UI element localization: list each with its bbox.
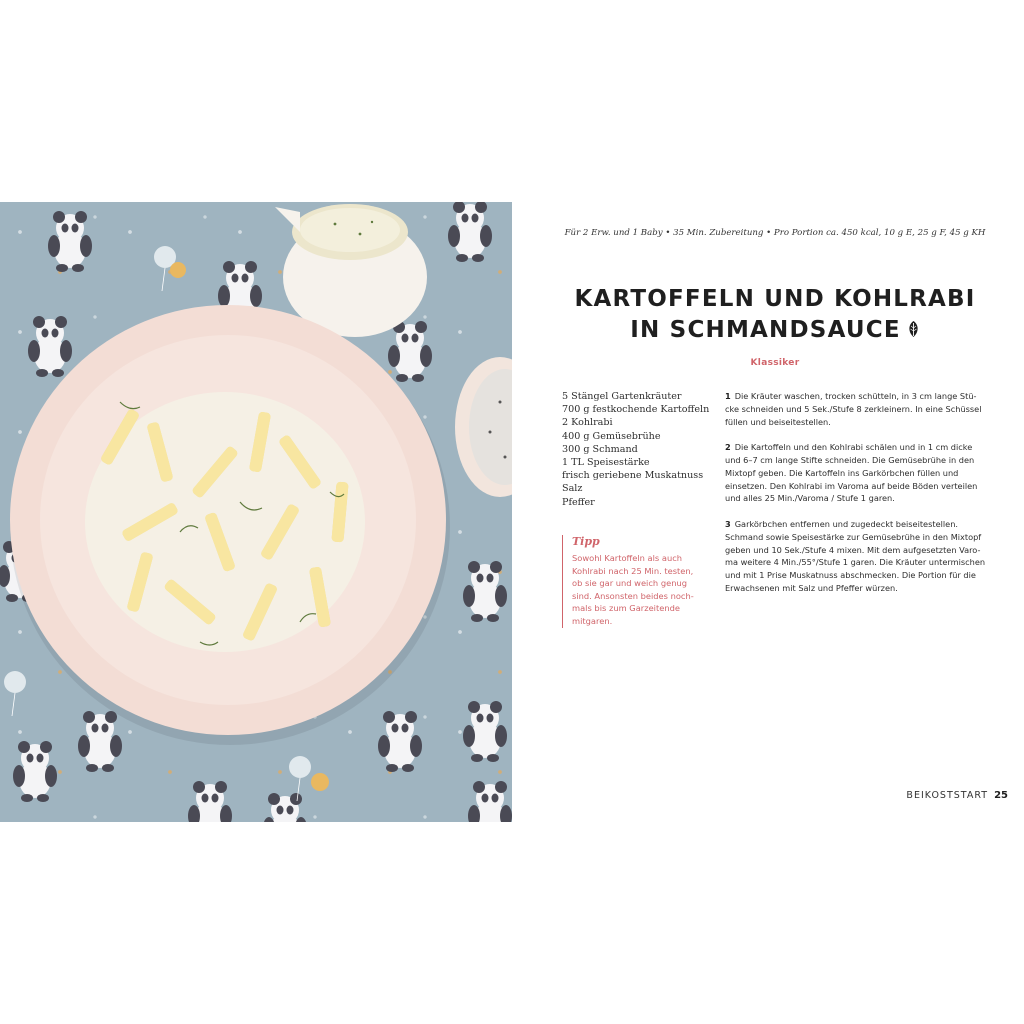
- ingredient-item: frisch geriebene Muskatnuss: [562, 470, 704, 482]
- step-text: geben und 10 Sek./Stufe 4 mixen. Mit dem aufgesetzten Varo-: [725, 544, 981, 555]
- step-text: ma weitere 4 Min./55°/Stufe 1 garen. Die Kräuter untermischen: [725, 557, 986, 568]
- page-footer: [906, 790, 1008, 801]
- step-text: Die Kartoffeln und den Kohlrabi schälen und in 1 cm dicke: [734, 442, 973, 453]
- tip-line: ob sie gar und weich genug: [572, 578, 687, 589]
- ingredient-item: 700 g festkochende Kartoffeln: [562, 404, 710, 416]
- step-2: [725, 441, 990, 505]
- step-line: [725, 518, 990, 531]
- step-1: [725, 390, 990, 428]
- recipe-meta: Für 2 Erw. und 1 Baby • 35 Min. Zubereitung • Pro Portion ca. 450 kcal, 10 g E, 25 g F, 45 g KH: [564, 228, 986, 238]
- tip-line: mals bis zum Garzeitende: [572, 603, 680, 614]
- page-number: 25: [994, 790, 1008, 801]
- tip-title: Tipp: [572, 535, 600, 548]
- ingredient-item: Salz: [562, 483, 583, 495]
- tip-box: [562, 535, 722, 628]
- tip-line: sind. Ansonsten beides noch-: [572, 590, 694, 601]
- step-line: [725, 390, 990, 403]
- step-text: Die Kräuter waschen, trocken schütteln, in 3 cm lange Stü-: [734, 391, 977, 401]
- recipe-category: Klassiker: [750, 358, 800, 368]
- step-text: Mixtopf geben. Die Kartoffeln ins Garkörbchen füllen und: [725, 467, 959, 478]
- ingredient-item: 1 TL Speisestärke: [562, 457, 650, 469]
- salt-bowl-icon: [455, 357, 512, 497]
- step-text: Schmand sowie Speisestärke zur Gemüsebrühe in den Mixtopf: [725, 531, 982, 542]
- recipe-title-line-1: KARTOFFELN UND KOHLRABI: [574, 286, 976, 312]
- step-3: [725, 518, 990, 595]
- ingredient-item: Pfeffer: [562, 496, 595, 508]
- recipe-title-line-2-text: IN SCHMANDSAUCE: [630, 317, 901, 343]
- step-text: Erwachsenen mit Salz und Pfeffer würzen.: [725, 582, 898, 593]
- recipe-title-line-2: [540, 315, 1010, 346]
- tip-line: Kohlrabi nach 25 Min. testen,: [572, 565, 694, 576]
- step-text: einsetzen. Den Kohlrabi im Varoma auf beide Böden verteilen: [725, 480, 978, 491]
- step-text: und alles 25 Min./Varoma / Stufe 1 garen.: [725, 493, 895, 504]
- ingredient-item: 2 Kohlrabi: [562, 417, 613, 429]
- step-text: und 6–7 cm lange Stifte schneiden. Die Gemüsebrühe in den: [725, 454, 975, 465]
- ingredient-list: [562, 390, 709, 509]
- step-text: cke schneiden und 5 Sek./Stufe 8 zerkleinern. In eine Schüssel: [725, 403, 982, 414]
- section-name: BEIKOSTSTART: [906, 790, 989, 801]
- photo-illustration: [0, 202, 512, 822]
- step-number: 1: [725, 391, 731, 401]
- step-text: füllen und beiseitestellen.: [725, 416, 831, 427]
- leaf-icon: [907, 320, 920, 338]
- tip-line: Sowohl Kartoffeln als auch: [572, 553, 683, 563]
- step-number: 3: [725, 518, 731, 529]
- instruction-steps: [725, 390, 990, 608]
- food-photo: [0, 202, 512, 822]
- step-text: und mit 1 Prise Muskatnuss abschmecken. Die Portion für die: [725, 570, 976, 581]
- tip-line: mitgaren.: [572, 615, 613, 626]
- plate-icon: [10, 305, 450, 745]
- recipe-title: [540, 284, 1010, 346]
- step-number: 2: [725, 442, 731, 453]
- ingredient-item: 400 g Gemüsebrühe: [562, 430, 661, 442]
- step-line: [725, 441, 990, 454]
- step-text: Garkörbchen entfernen und zugedeckt beiseitestellen.: [734, 518, 958, 529]
- ingredient-item: 5 Stängel Gartenkräuter: [562, 391, 682, 402]
- ingredient-item: 300 g Schmand: [562, 443, 638, 455]
